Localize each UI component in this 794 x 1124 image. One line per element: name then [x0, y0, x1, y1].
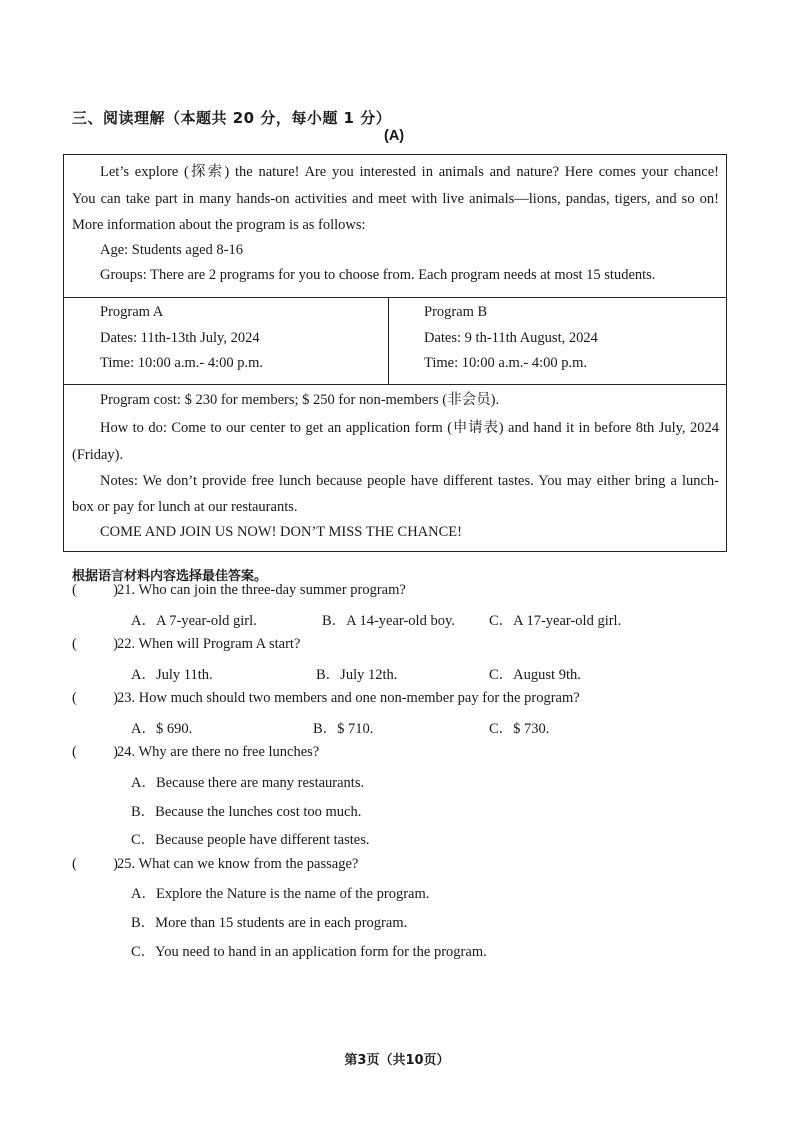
option-a: A．July 11th.: [131, 667, 213, 683]
question-instruction: 根据语言材料内容选择最佳答案。: [72, 569, 268, 584]
option-a: A．$ 690.: [131, 721, 193, 737]
option-a: A．Because there are many restaurants.: [131, 775, 365, 791]
divider-bottom: [64, 384, 726, 385]
program-a-dates: Dates: 11th-13th July, 2024: [100, 330, 260, 346]
notes-line-1: Notes: We don’t provide free lunch because people have different tastes. You may either bring a lunch-: [100, 473, 719, 489]
question-stem: 23. How much should two members and one non-member pay for the program?: [117, 690, 580, 706]
answer-blank[interactable]: ( ): [72, 582, 118, 598]
program-a-time: Time: 10:00 a.m.- 4:00 p.m.: [100, 355, 263, 371]
option-c: C．$ 730.: [489, 721, 550, 737]
program-column-divider: [388, 297, 389, 384]
notes-line-2: box or pay for lunch at our restaurants.: [72, 499, 298, 515]
question-stem: 24. Why are there no free lunches?: [117, 744, 320, 760]
passage-box: [63, 154, 727, 552]
option-c: C．August 9th.: [489, 667, 581, 683]
option-b: B．A 14-year-old boy.: [322, 613, 455, 629]
question-stem: 25. What can we know from the passage?: [117, 856, 359, 872]
option-b: B．July 12th.: [316, 667, 398, 683]
howto-line-1: How to do: Come to our center to get an application form (申请表) and hand it in before 8th July, 2024: [100, 420, 719, 436]
program-a-name: Program A: [100, 304, 164, 320]
cost-line: Program cost: $ 230 for members; $ 250 for non-members (非会员).: [100, 392, 500, 408]
option-b: B．More than 15 students are in each program.: [131, 915, 408, 931]
answer-blank[interactable]: ( ): [72, 690, 118, 706]
divider-top: [64, 297, 726, 298]
groups-line: Groups: There are 2 programs for you to choose from. Each program needs at most 15 students.: [100, 267, 656, 283]
option-c: C．A 17-year-old girl.: [489, 613, 622, 629]
option-a: A．A 7-year-old girl.: [131, 613, 257, 629]
question-stem: 21. Who can join the three-day summer program?: [117, 582, 406, 598]
option-b: B．Because the lunches cost too much.: [131, 804, 362, 820]
section-title: 三、阅读理解（本题共 20 分，每小题 1 分）: [72, 109, 392, 127]
intro-line-3: More information about the program is as follows:: [72, 217, 366, 233]
answer-blank[interactable]: ( ): [72, 744, 118, 760]
question-stem: 22. When will Program A start?: [117, 636, 301, 652]
option-c: C．You need to hand in an application form for the program.: [131, 944, 487, 960]
intro-line-1: Let’s explore (探索) the nature! Are you interested in animals and nature? Here comes your chance!: [100, 164, 719, 180]
page-footer: 第3页（共10页）: [344, 1053, 450, 1068]
answer-blank[interactable]: ( ): [72, 856, 118, 872]
option-b: B．$ 710.: [313, 721, 374, 737]
howto-line-2: (Friday).: [72, 447, 124, 463]
call-to-action: COME AND JOIN US NOW! DON’T MISS THE CHANCE!: [100, 524, 462, 540]
program-b-dates: Dates: 9 th-11th August, 2024: [424, 330, 598, 346]
answer-blank[interactable]: ( ): [72, 636, 118, 652]
program-b-time: Time: 10:00 a.m.- 4:00 p.m.: [424, 355, 587, 371]
passage-label: (A): [384, 128, 405, 144]
intro-line-2: You can take part in many hands-on activities and meet with live animals—lions, pandas, tigers, and so on!: [72, 191, 719, 207]
option-c: C．Because people have different tastes.: [131, 832, 370, 848]
option-a: A．Explore the Nature is the name of the program.: [131, 886, 430, 902]
program-b-name: Program B: [424, 304, 488, 320]
age-line: Age: Students aged 8-16: [100, 242, 243, 258]
